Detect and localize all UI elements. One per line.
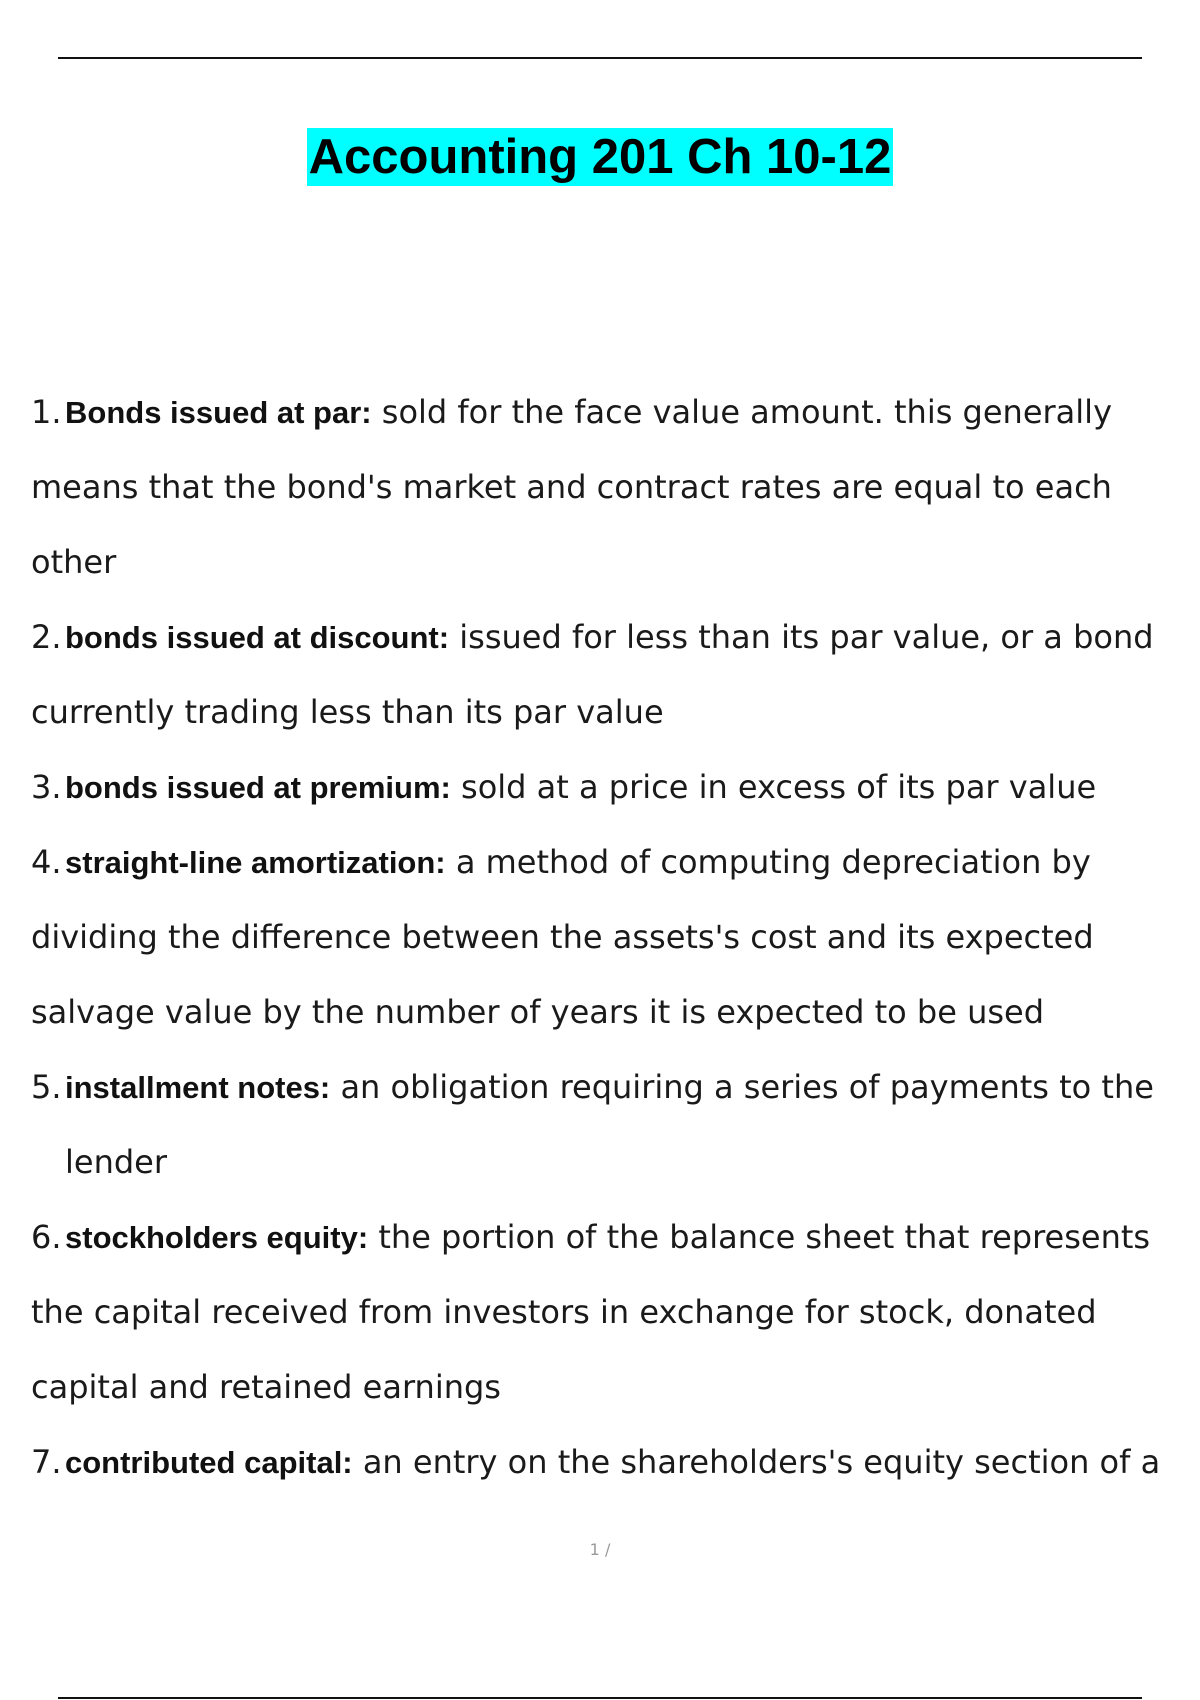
item-term: stockholders equity: [65, 1220, 369, 1255]
item-number: 3. [31, 768, 62, 806]
title-container [0, 128, 1200, 186]
item-definition: a method of computing depreciation by dividing the difference between the assets's cost and its expected salvage value by the number of years it is expected to be used [31, 843, 1094, 1031]
list-item [31, 1050, 1181, 1200]
item-number: 7. [31, 1443, 62, 1481]
page-number: 1 / [589, 1540, 611, 1559]
item-term: Bonds issued at par: [65, 395, 372, 430]
list-item [31, 600, 1181, 750]
item-definition: an obligation requiring a series of payments to the lender [65, 1068, 1154, 1181]
item-term: bonds issued at discount: [65, 620, 450, 655]
item-term: contributed capital: [65, 1445, 353, 1480]
item-term: installment notes: [65, 1070, 331, 1105]
bottom-rule [58, 1697, 1142, 1699]
item-number: 5. [31, 1068, 62, 1106]
item-definition: issued for less than its par value, or a bond currently trading less than its par value [31, 618, 1154, 731]
item-term: straight-line amortization: [65, 845, 446, 880]
item-number: 6. [31, 1218, 62, 1256]
list-item [31, 1425, 1181, 1500]
document-title: Accounting 201 Ch 10-12 [308, 130, 892, 184]
item-definition: an entry on the shareholders's equity section of a [352, 1443, 1161, 1481]
item-definition: sold at a price in excess of its par value [450, 768, 1097, 806]
list-item [31, 825, 1181, 1050]
item-definition: sold for the face value amount. this generally means that the bond's market and contract rates are equal to each other [31, 393, 1112, 581]
definition-list [31, 375, 1181, 1500]
item-number: 1. [31, 393, 62, 431]
item-definition: the portion of the balance sheet that represents the capital received from investors in exchange for stock, donated capital and retained earnings [31, 1218, 1151, 1406]
item-number: 2. [31, 618, 62, 656]
list-item [31, 750, 1181, 825]
item-term: bonds issued at premium: [65, 770, 451, 805]
list-item [31, 1200, 1181, 1425]
item-number: 4. [31, 843, 62, 881]
list-item [31, 375, 1181, 600]
top-rule [58, 57, 1142, 59]
